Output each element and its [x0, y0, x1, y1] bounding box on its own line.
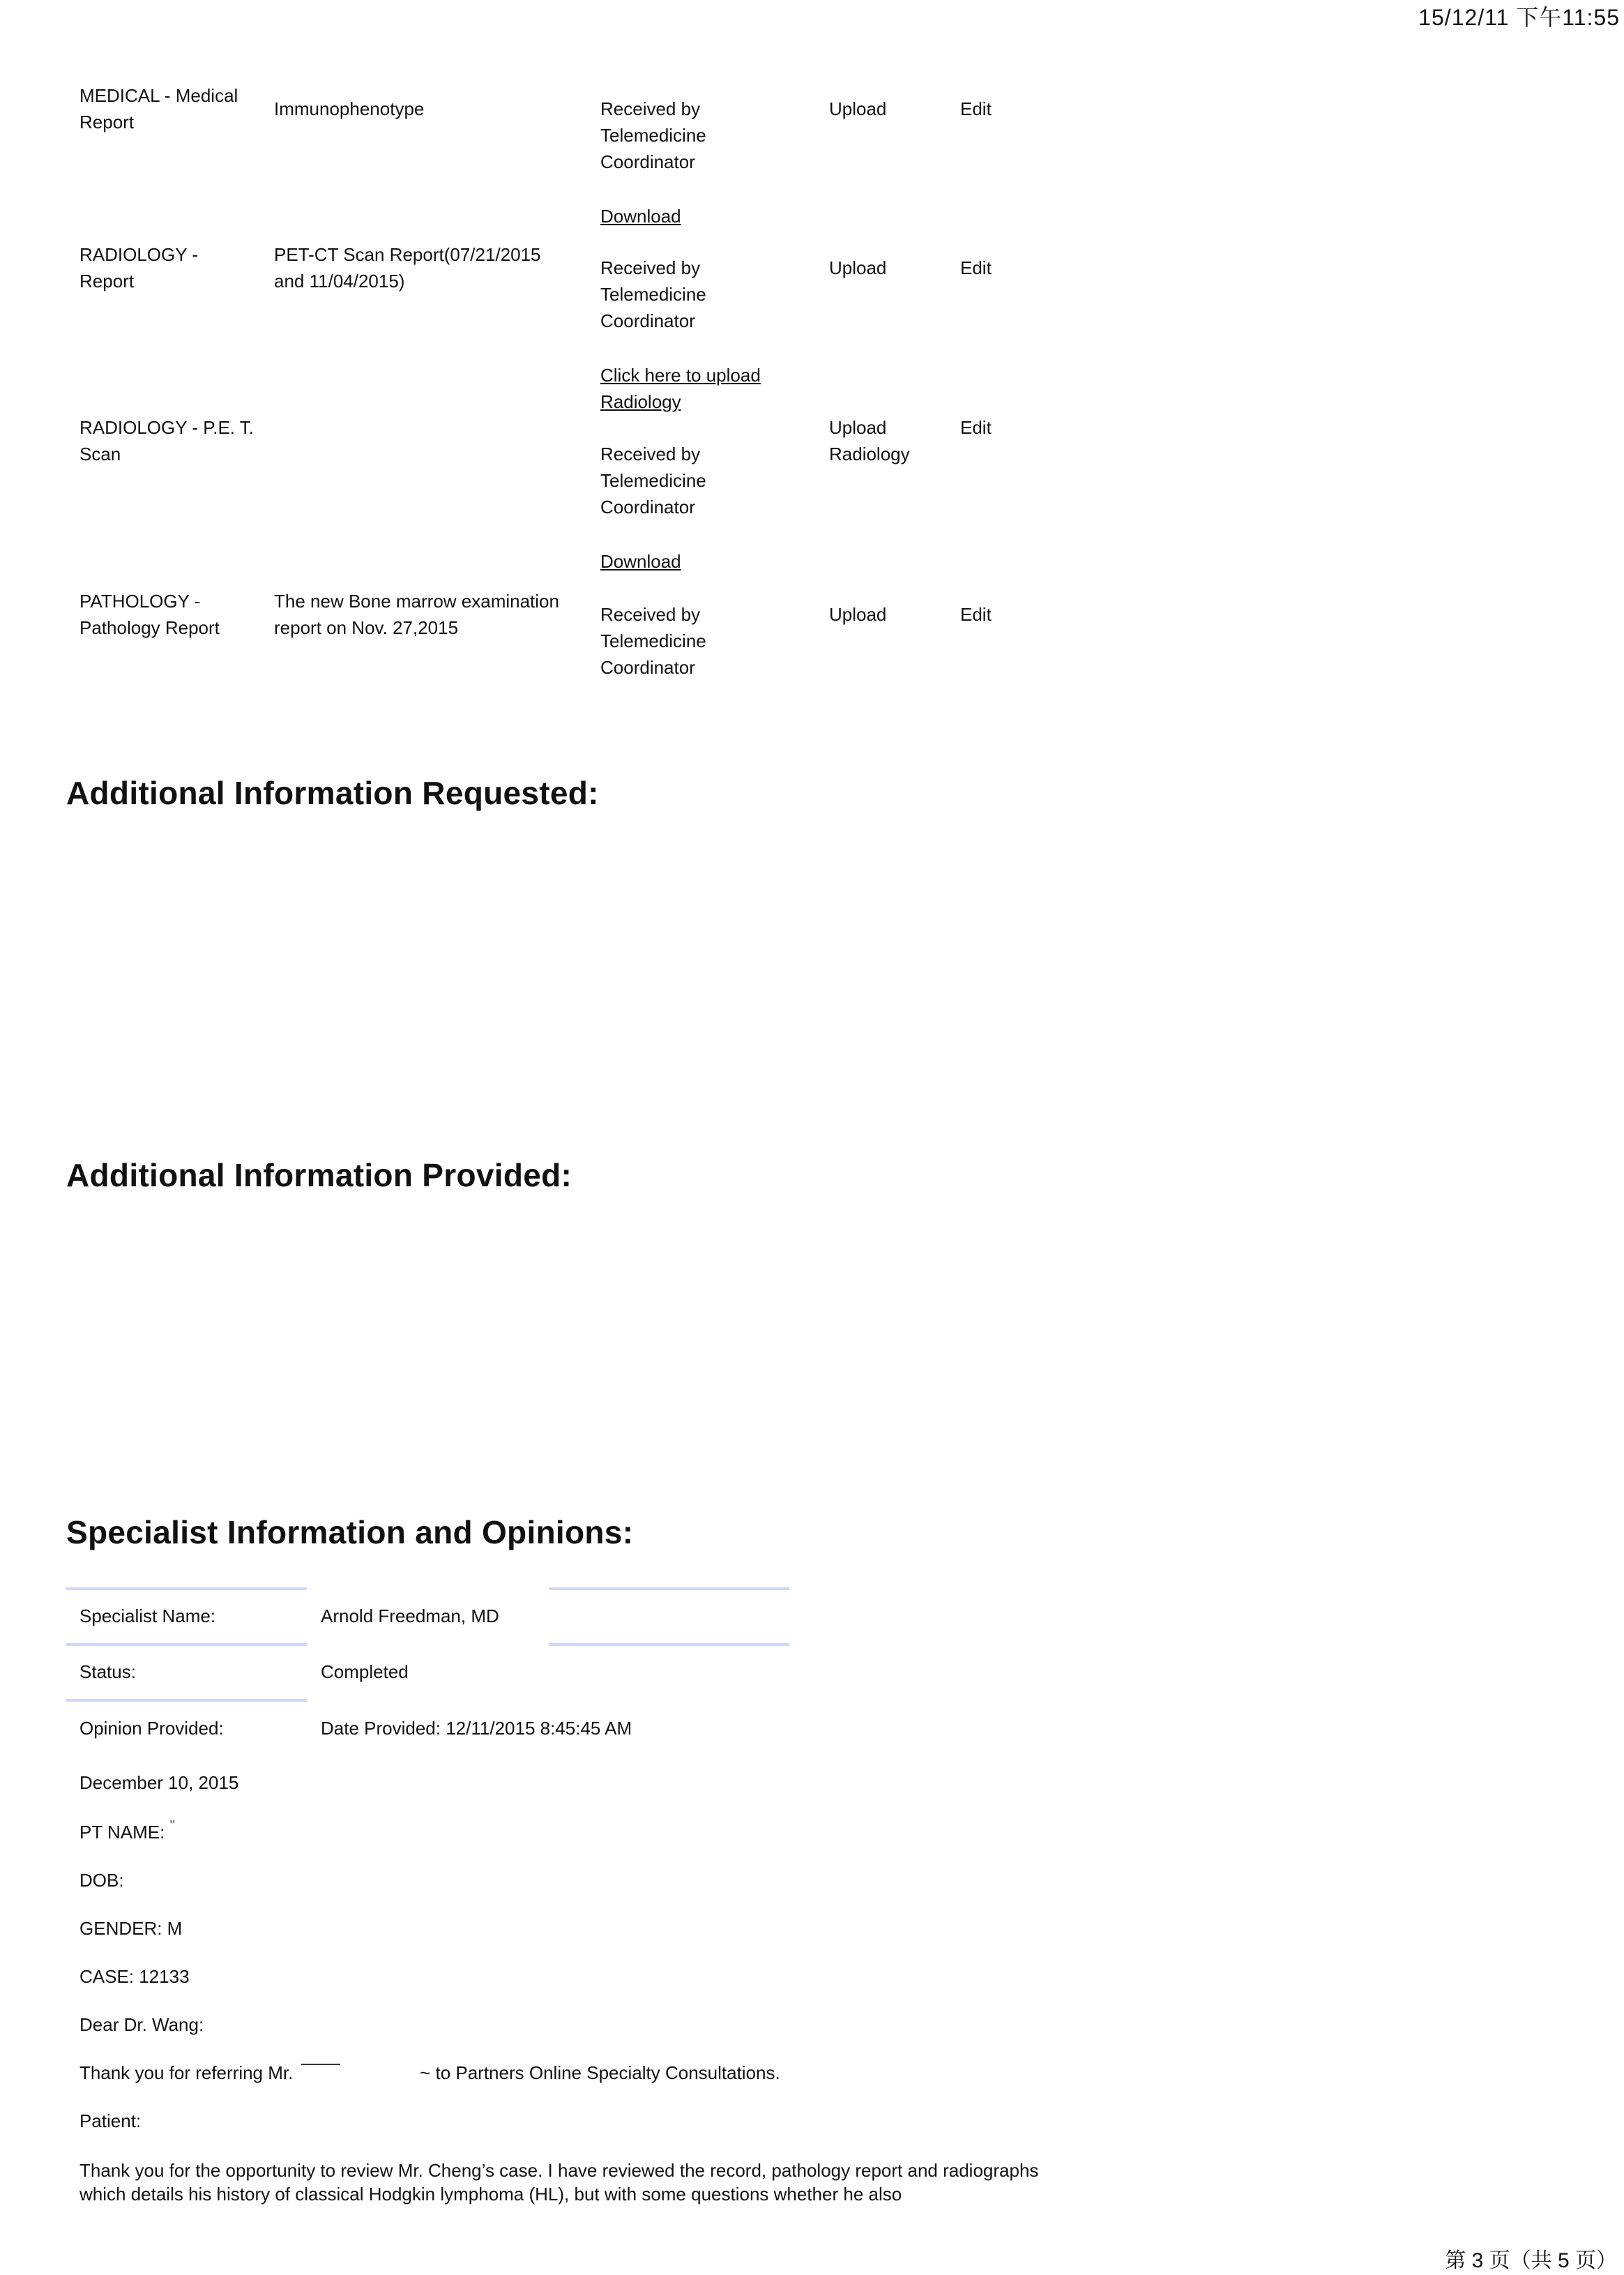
- tilde-mark: ~: [420, 2062, 431, 2083]
- status-line: Received by: [600, 257, 701, 278]
- edit-button[interactable]: Edit: [960, 257, 992, 278]
- divider: [549, 1587, 789, 1590]
- download-link[interactable]: Download: [600, 206, 681, 227]
- status-value: Completed: [321, 1661, 409, 1682]
- download-link[interactable]: Download: [600, 551, 681, 572]
- specialist-name-value: Arnold Freedman, MD: [321, 1605, 499, 1626]
- divider: [66, 1699, 307, 1702]
- attachment-type: PATHOLOGY - Pathology Report: [79, 591, 220, 638]
- status-line: Coordinator: [600, 497, 695, 517]
- edit-button[interactable]: Edit: [960, 604, 992, 625]
- edit-button[interactable]: Edit: [960, 417, 992, 438]
- status-line: Coordinator: [600, 151, 695, 172]
- divider: [549, 1643, 789, 1646]
- edit-button[interactable]: Edit: [960, 98, 992, 119]
- divider: [66, 1643, 307, 1646]
- patient-name-label: PT NAME:: [79, 1822, 170, 1843]
- status-line: Coordinator: [600, 657, 695, 678]
- attachment-description: The new Bone marrow examination report on Nov. 27,2015: [274, 591, 559, 638]
- referral-thanks: [79, 2059, 780, 2086]
- opinion-provided-label: Opinion Provided:: [79, 1718, 224, 1739]
- redaction-mark: [301, 2064, 340, 2065]
- referral-thanks-prefix: Thank you for referring Mr.: [79, 2062, 294, 2083]
- status-line: Received by: [600, 444, 701, 464]
- attachment-status: [600, 441, 810, 575]
- gender-line: GENDER: M: [79, 1918, 183, 1939]
- upload-button[interactable]: Upload: [829, 257, 887, 278]
- opinion-date-provided: Date Provided: 12/11/2015 8:45:45 AM: [321, 1718, 632, 1739]
- status-line: Telemedicine: [600, 284, 706, 305]
- print-timestamp: 15/12/11 下午11:55: [1418, 5, 1620, 30]
- status-line: Telemedicine: [600, 630, 706, 651]
- patient-line: Patient:: [79, 2110, 142, 2131]
- specialist-name-label: Specialist Name:: [79, 1605, 216, 1626]
- attachment-description: Immunophenotype: [274, 98, 425, 119]
- upload-radiology-link[interactable]: Click here to upload Radiology: [600, 365, 761, 412]
- status-line: Telemedicine: [600, 125, 706, 146]
- upload-button[interactable]: Upload: [829, 98, 887, 119]
- attachment-type: RADIOLOGY - Report: [79, 244, 199, 292]
- additional-info-provided-heading: Additional Information Provided:: [66, 1157, 572, 1193]
- salutation: Dear Dr. Wang:: [79, 2014, 204, 2035]
- dob-line: DOB:: [79, 1870, 124, 1891]
- redaction-mark: '': [169, 1818, 176, 1834]
- attachment-status: [600, 255, 810, 415]
- case-line: CASE: 12133: [79, 1966, 190, 1987]
- status-line: Received by: [600, 98, 701, 119]
- attachment-status: [600, 96, 810, 229]
- additional-info-requested-heading: Additional Information Requested:: [66, 775, 599, 811]
- status-label: Status:: [79, 1661, 136, 1682]
- status-line: Coordinator: [600, 310, 695, 331]
- opinion-body: Thank you for the opportunity to review Mr. Cheng’s case. I have reviewed the record, pathology report and radiographs which details his history of classical Hodgkin lymphoma (HL), but with some questions whether he also: [79, 2160, 1039, 2205]
- page-indicator: 第 3 页（共 5 页）: [1445, 2249, 1617, 2272]
- attachment-type: MEDICAL - Medical Report: [79, 85, 238, 133]
- letter-date: December 10, 2015: [79, 1772, 239, 1793]
- status-line: Telemedicine: [600, 470, 706, 491]
- patient-name-line: [79, 1819, 175, 1845]
- divider: [66, 1587, 307, 1590]
- upload-radiology-button[interactable]: Upload Radiology: [829, 417, 910, 464]
- attachment-type: RADIOLOGY - P.E. T. Scan: [79, 417, 254, 464]
- status-line: Received by: [600, 604, 701, 625]
- upload-button[interactable]: Upload: [829, 604, 887, 625]
- attachment-description: PET-CT Scan Report(07/21/2015 and 11/04/2015): [274, 244, 541, 292]
- attachment-status: [600, 601, 810, 681]
- specialist-heading: Specialist Information and Opinions:: [66, 1514, 634, 1550]
- referral-thanks-suffix: to Partners Online Specialty Consultations.: [435, 2062, 780, 2083]
